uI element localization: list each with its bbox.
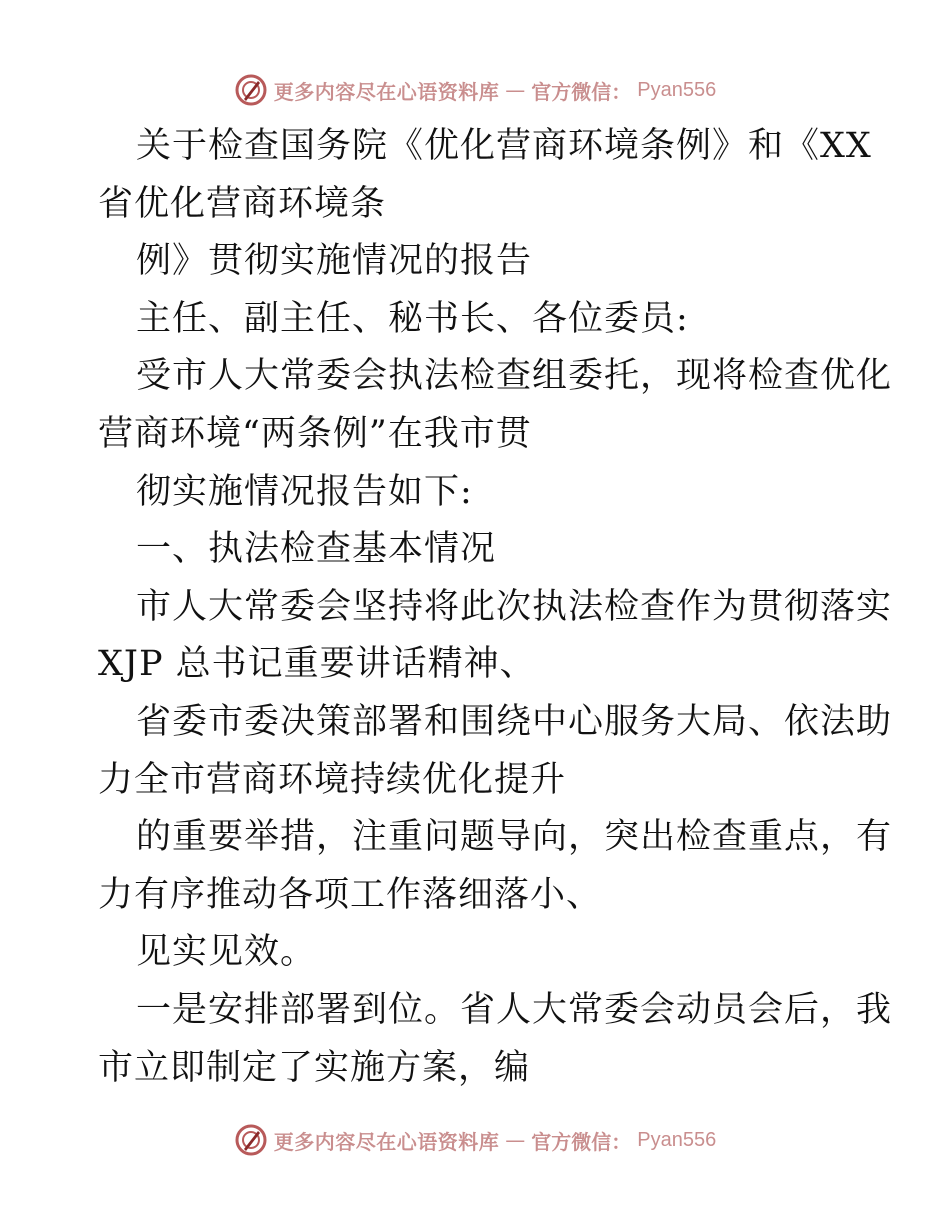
title-line-2: 省优化营商环境条 [98, 183, 387, 224]
banner-wechat-label: 官方微信： [531, 79, 632, 104]
paragraph-line: 受市人大常委会执法检查组委托，现将检查优化 [136, 356, 893, 397]
paragraph-line: 市人大常委会坚持将此次执法检查作为贯彻落实 [136, 586, 893, 627]
logo-icon [234, 1123, 268, 1157]
banner-wechat-label: 官方微信： [531, 1129, 632, 1154]
paragraph-line: 彻实施情况报告如下: [136, 471, 473, 512]
banner-brand: 更多内容尽在心语资料库 [273, 1129, 500, 1154]
paragraph-line: XJP 总书记重要讲话精神、 [98, 644, 536, 685]
salutation: 主任、副主任、秘书长、各位委员: [136, 298, 689, 339]
paragraph-line: 市立即制定了实施方案，编 [98, 1047, 531, 1088]
banner-brand: 更多内容尽在心语资料库 [273, 79, 500, 104]
paragraph-line: 一是安排部署到位。省人大常委会动员会后，我 [136, 989, 893, 1030]
paragraph-line: 见实见效。 [136, 932, 317, 973]
banner-wechat-id: Pyan556 [637, 78, 717, 101]
banner-wechat-id: Pyan556 [637, 1128, 717, 1151]
logo-icon [234, 73, 268, 107]
section-heading: 一、执法检查基本情况 [136, 529, 497, 570]
document-body [98, 118, 893, 1097]
footer-banner [0, 1120, 950, 1160]
title-line-1: 关于检查国务院《优化营商环境条例》和《XX [136, 126, 872, 166]
paragraph-line: 营商环境“两条例”在我市贯 [98, 413, 532, 454]
banner-separator: — [505, 1128, 526, 1152]
title-line-3: 例》贯彻实施情况的报告 [136, 241, 533, 282]
paragraph-line: 力全市营商环境持续优化提升 [98, 759, 567, 800]
paragraph-line: 力有序推动各项工作落细落小、 [98, 874, 603, 915]
paragraph-line: 省委市委决策部署和围绕中心服务大局、依法助 [136, 701, 893, 742]
paragraph-line: 的重要举措，注重问题导向，突出检查重点，有 [136, 817, 893, 858]
banner-separator: — [505, 78, 526, 102]
header-banner [0, 70, 950, 110]
